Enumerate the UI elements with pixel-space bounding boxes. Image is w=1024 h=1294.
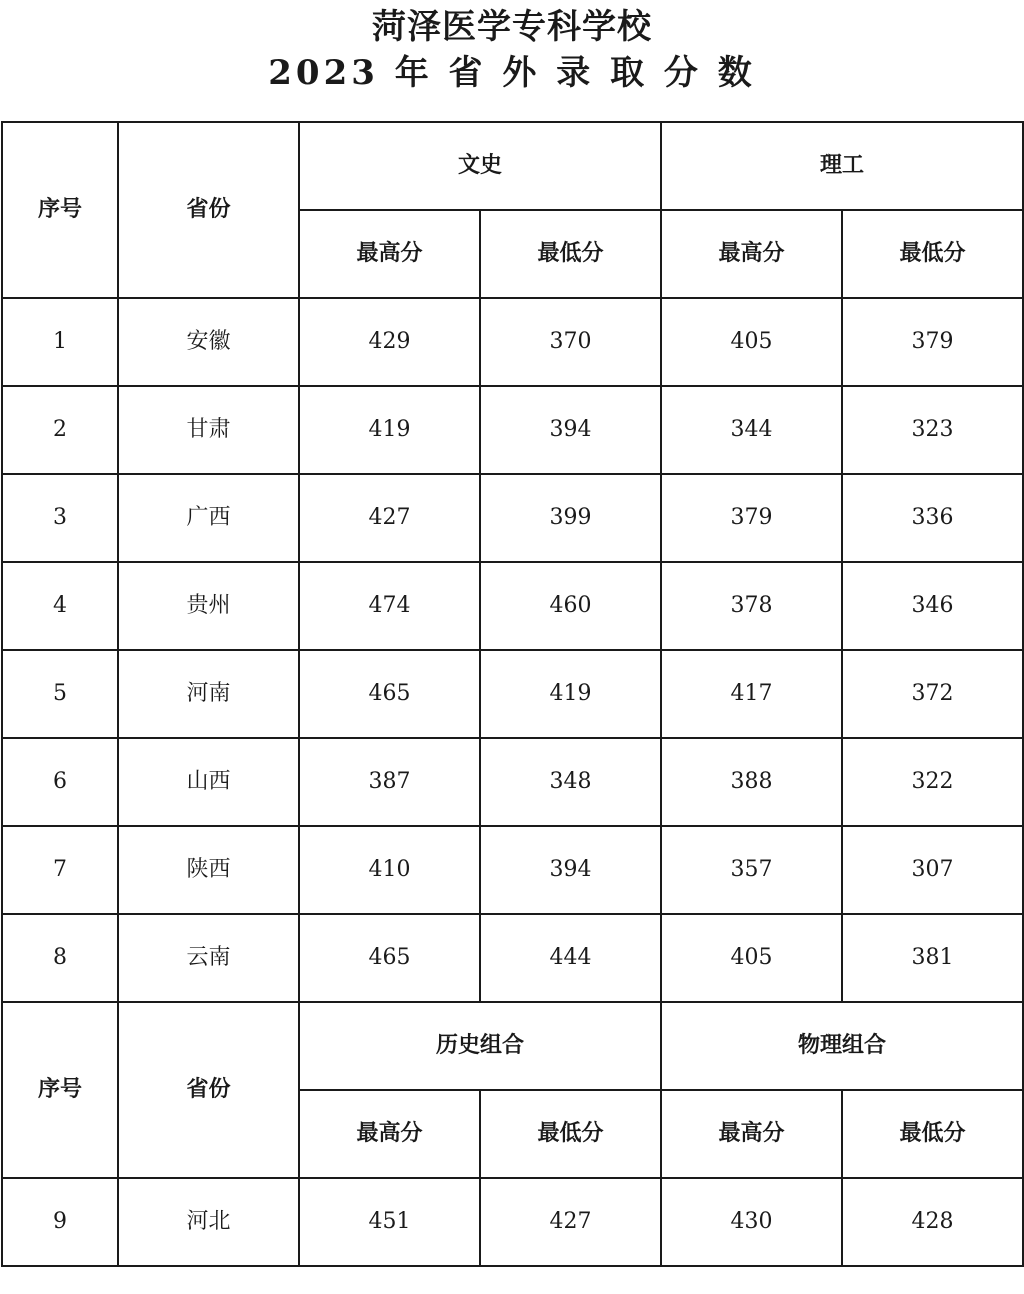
cell-score: 388 [661,738,842,826]
cell-province: 河南 [118,650,299,738]
cell-score: 405 [661,298,842,386]
table-row [2,386,1023,474]
header-index: 序号 [2,122,118,298]
cell-score: 444 [480,914,661,1002]
school-name: 菏泽医学专科学校 [372,7,652,47]
subheader-max: 最高分 [661,1090,842,1178]
section1-header-row [2,122,1023,210]
cell-score: 379 [661,474,842,562]
cell-score: 379 [842,298,1023,386]
cell-province: 陕西 [118,826,299,914]
title-subtitle: 2023 年 省 外 录 取 分 数 [268,53,756,93]
cell-score: 465 [299,914,480,1002]
cell-score: 387 [299,738,480,826]
cell-index: 6 [2,738,118,826]
cell-province: 安徽 [118,298,299,386]
table-row [2,1178,1023,1266]
cell-province: 甘肃 [118,386,299,474]
admission-scores-table [1,121,1024,1267]
cell-index: 7 [2,826,118,914]
cell-index: 8 [2,914,118,1002]
cell-score: 399 [480,474,661,562]
cell-score: 394 [480,386,661,474]
subheader-min: 最低分 [480,210,661,298]
cell-index: 4 [2,562,118,650]
cell-score: 410 [299,826,480,914]
subheader-min: 最低分 [842,210,1023,298]
cell-score: 451 [299,1178,480,1266]
table-row [2,298,1023,386]
cell-score: 419 [299,386,480,474]
cell-score: 474 [299,562,480,650]
cell-index: 1 [2,298,118,386]
cell-score: 336 [842,474,1023,562]
cell-score: 427 [299,474,480,562]
cell-province: 河北 [118,1178,299,1266]
cell-province: 山西 [118,738,299,826]
cell-score: 381 [842,914,1023,1002]
cell-score: 348 [480,738,661,826]
header-group-physics: 物理组合 [661,1002,1023,1090]
table-row [2,650,1023,738]
subheader-max: 最高分 [661,210,842,298]
cell-province: 贵州 [118,562,299,650]
subheader-min: 最低分 [480,1090,661,1178]
table-row [2,914,1023,1002]
cell-score: 322 [842,738,1023,826]
subheader-max: 最高分 [299,210,480,298]
cell-province: 云南 [118,914,299,1002]
cell-score: 427 [480,1178,661,1266]
cell-score: 357 [661,826,842,914]
cell-score: 460 [480,562,661,650]
cell-score: 378 [661,562,842,650]
document-title [0,0,1024,120]
cell-score: 370 [480,298,661,386]
header-index: 序号 [2,1002,118,1178]
cell-score: 307 [842,826,1023,914]
cell-score: 465 [299,650,480,738]
cell-index: 9 [2,1178,118,1266]
table-row [2,562,1023,650]
header-group-history: 历史组合 [299,1002,661,1090]
table-row [2,738,1023,826]
cell-index: 5 [2,650,118,738]
cell-score: 323 [842,386,1023,474]
section2-header-row [2,1002,1023,1090]
subheader-max: 最高分 [299,1090,480,1178]
cell-score: 428 [842,1178,1023,1266]
cell-score: 344 [661,386,842,474]
cell-score: 372 [842,650,1023,738]
subheader-min: 最低分 [842,1090,1023,1178]
header-group-science: 理工 [661,122,1023,210]
cell-score: 429 [299,298,480,386]
cell-province: 广西 [118,474,299,562]
header-province: 省份 [118,122,299,298]
cell-score: 419 [480,650,661,738]
cell-score: 346 [842,562,1023,650]
cell-score: 417 [661,650,842,738]
cell-score: 430 [661,1178,842,1266]
header-province: 省份 [118,1002,299,1178]
cell-index: 3 [2,474,118,562]
header-group-liberal-arts: 文史 [299,122,661,210]
cell-score: 405 [661,914,842,1002]
table-row [2,826,1023,914]
table-row [2,474,1023,562]
cell-score: 394 [480,826,661,914]
cell-index: 2 [2,386,118,474]
